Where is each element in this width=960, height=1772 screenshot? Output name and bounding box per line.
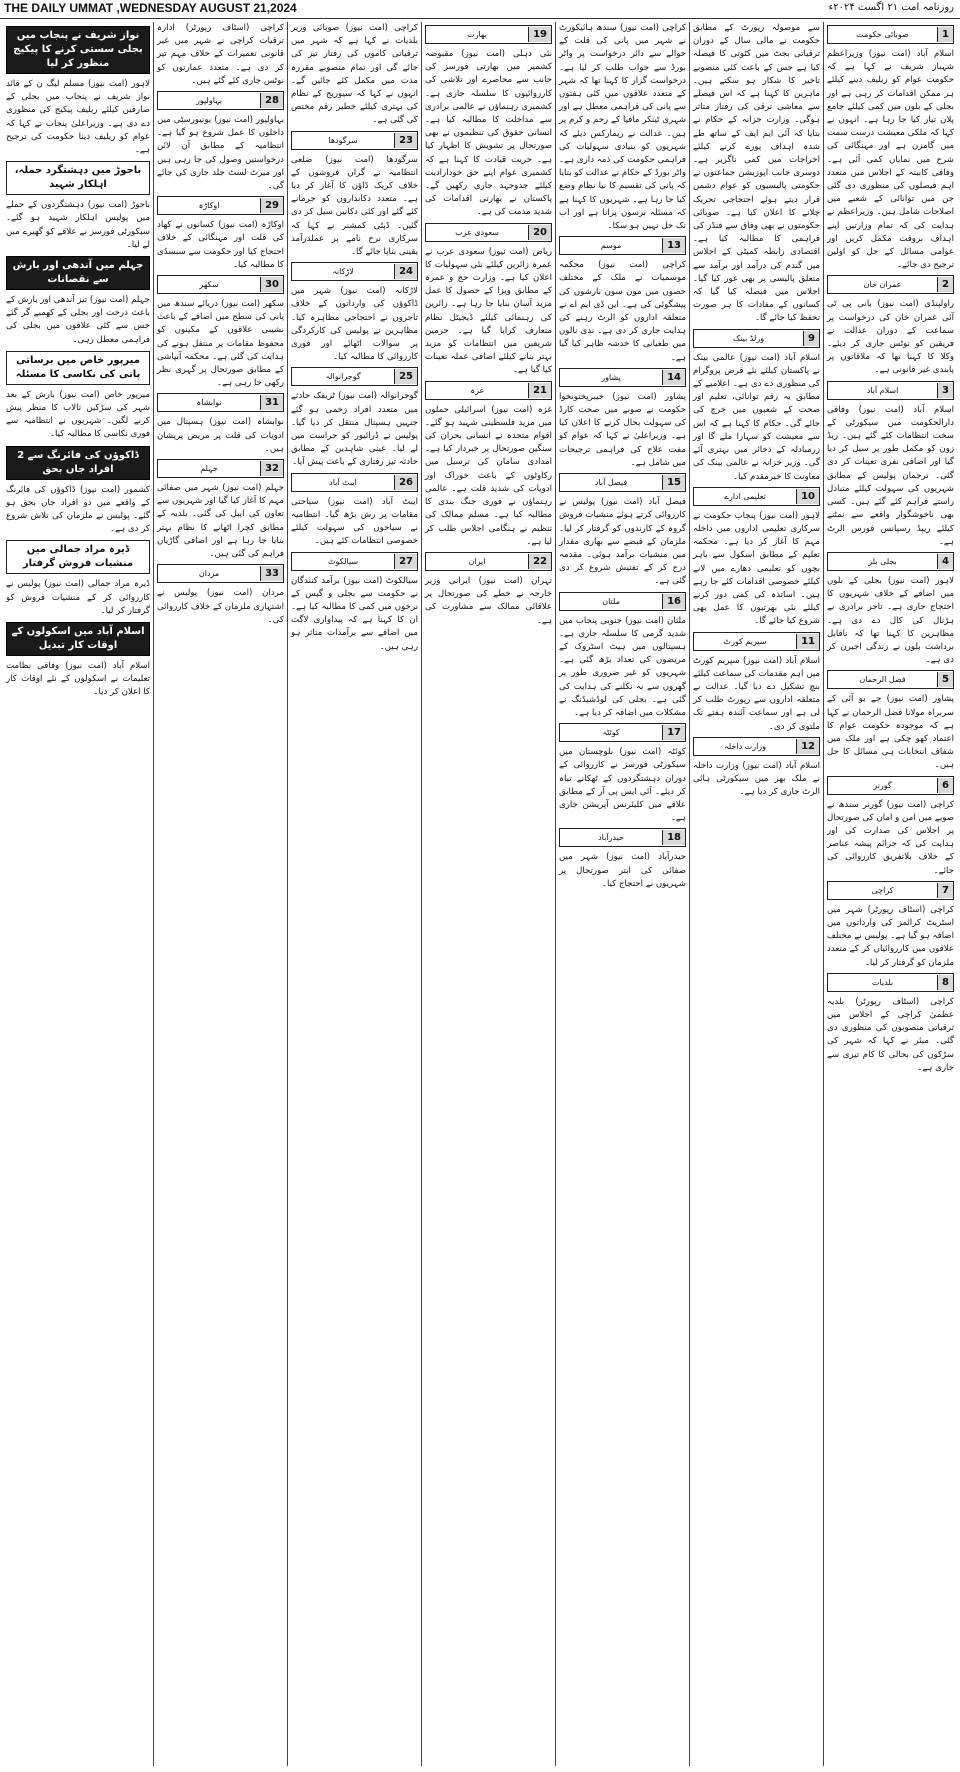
story-number: 21 xyxy=(528,383,551,398)
story-text: اسلام آباد (امت نیوز) سپریم کورٹ میں اہم مقدمات کی سماعت کیلئے بنچ تشکیل دے دیا گیا۔ عدالت نے متعلقہ اداروں سے رپورٹ طلب کر لی ہے اور سماعت آئندہ ہفتے تک ملتوی کر دی۔ xyxy=(693,655,820,732)
story-banner xyxy=(827,973,954,992)
story-text: راولپنڈی (امت نیوز) بانی پی ٹی آئی عمران خان کی درخواست پر سماعت کے دوران عدالت نے فریقین کو نوٹس جاری کر دیئے۔ وکلا کا کہنا تھا کہ ملاقاتوں پر پابندی غیر قانونی ہے۔ xyxy=(827,299,954,376)
story-text: کراچی (امت نیوز) گورنر سندھ نے صوبے میں امن و امان کی صورتحال پر اجلاس کی صدارت کی اور ہدایت کی کہ جرائم پیشہ عناصر کے خلاف بلاتفریق کارروائی کی جائے۔ xyxy=(827,799,954,876)
story-number: 28 xyxy=(260,93,283,108)
story-text: پشاور (امت نیوز) خیبرپختونخوا حکومت نے صوبے میں صحت کارڈ کی سہولت بحال کرنے کا اعلان کیا ہے۔ وزیراعلیٰ نے کہا کہ عوام کو مفت علاج کی فراہمی ترجیحات میں شامل ہے۔ xyxy=(559,391,686,468)
story-text: ڈیرہ مراد جمالی (امت نیوز) پولیس نے کارروائی کر کے منشیات فروش کو گرفتار کر لیا۔ xyxy=(6,579,150,616)
story-banner xyxy=(559,723,686,742)
story-number: 3 xyxy=(937,383,953,398)
news-column-7 xyxy=(3,22,153,1766)
story-text: اوکاڑہ (امت نیوز) کسانوں نے کھاد کی قلت اور مہنگائی کے خلاف احتجاج کیا اور حکومت سے سبسڈی کا مطالبہ کیا۔ xyxy=(157,220,284,270)
story-headline: سکھر xyxy=(199,280,219,290)
story-text: کراچی (امت نیوز) صوبائی وزیر بلدیات نے کہا ہے کہ شہر میں ترقیاتی کاموں کی رفتار تیز کی جائے گی اور تمام منصوبے مقررہ مدت میں مکمل کئے جائیں گے۔ انہوں نے کہا کہ سیوریج کے نظام کی بہتری کیلئے خطیر رقم مختص کی گئی ہے۔ xyxy=(291,23,418,126)
story-banner xyxy=(827,25,954,44)
story-banner xyxy=(425,25,552,44)
story-headline: بہاولپور xyxy=(196,96,223,106)
story-number: 22 xyxy=(528,554,551,569)
story-headline: مردان xyxy=(198,569,220,579)
story-banner xyxy=(157,459,284,478)
story-banner xyxy=(693,487,820,506)
story-headline: سرگودھا xyxy=(328,135,358,145)
story-headline: سیالکوٹ xyxy=(328,556,359,566)
story-headline: موسم xyxy=(600,241,622,251)
story-headline: ورلڈ بینک xyxy=(732,333,765,343)
story-text: اسلام آباد (امت نیوز) وفاقی نظامت تعلیمات نے اسکولوں کے نئے اوقات کار کا اعلان کر دیا۔ xyxy=(6,661,150,698)
story-headline: گوجرانوالہ xyxy=(325,372,361,382)
story-headline: صوبائی حکومت xyxy=(856,30,909,39)
story-banner xyxy=(291,473,418,492)
story-number: 26 xyxy=(394,475,417,490)
story-number: 25 xyxy=(394,369,417,384)
story-headline: جہلم xyxy=(200,464,218,474)
story-banner xyxy=(291,367,418,386)
story-number: 18 xyxy=(662,830,685,845)
story-text: پشاور (امت نیوز) جے یو آئی کے سربراہ مولانا فضل الرحمان نے کہا ہے کہ موجودہ حکومت عوام کا اعتماد کھو چکی ہے اور ملک میں شفاف انتخابات ہی مسائل کا حل ہیں۔ xyxy=(827,694,954,771)
story-text: اسلام آباد (امت نیوز) وزارت داخلہ نے ملک بھر میں سیکورٹی ہائی الرٹ جاری کر دیا ہے۔ xyxy=(693,760,820,798)
story-number: 20 xyxy=(528,225,551,240)
story-text: کوئٹہ (امت نیوز) بلوچستان میں سیکورٹی فورسز نے کارروائی کے دوران دہشتگردوں کے ٹھکانے تباہ کر دیئے۔ آئی ایس پی آر کے مطابق علاقے میں کلیئرنس آپریشن جاری ہے۔ xyxy=(559,747,686,824)
story-number: 19 xyxy=(528,27,551,42)
story-text: کشمور (امت نیوز) ڈاکوؤں کی فائرنگ کے واقعے میں دو افراد جاں بحق ہو گئے۔ پولیس نے ملزمان کی تلاش شروع کر دی ہے۔ xyxy=(6,484,150,535)
story-number: 9 xyxy=(803,331,819,346)
story-text: باجوڑ (امت نیوز) دہشتگردوں کے حملے میں پولیس اہلکار شہید ہو گئے۔ سیکورٹی فورسز نے علاقے کو گھیرے میں لے لیا۔ xyxy=(6,200,150,250)
story-text: تہران (امت نیوز) ایرانی وزیر خارجہ نے خطے کی صورتحال پر علاقائی ممالک سے مشاورت کی ہے۔ xyxy=(425,575,552,626)
story-headline: ایران xyxy=(468,556,486,566)
story-number: 32 xyxy=(260,461,283,476)
boxed-headline: اسلام آباد میں اسکولوں کے اوقات کار تبدیل xyxy=(6,622,150,656)
story-headline: وزارت داخلہ xyxy=(724,741,767,751)
story-text: لاڑکانہ (امت نیوز) شہر میں ڈاکوؤں کی وارداتوں کے خلاف تاجروں نے احتجاجی مظاہرہ کیا۔ مظاہرین نے پولیس کی کارکردگی پر سوالات اٹھائے اور فوری کارروائی کا مطالبہ کیا۔ xyxy=(291,286,418,363)
story-banner xyxy=(559,592,686,611)
story-banner xyxy=(827,381,954,400)
story-number: 29 xyxy=(260,198,283,213)
story-headline: ملتان xyxy=(602,596,620,606)
story-number: 5 xyxy=(937,672,953,687)
story-headline: غزہ xyxy=(470,385,484,395)
story-number: 24 xyxy=(394,264,417,279)
story-banner xyxy=(827,552,954,571)
story-text: اسلام آباد (امت نیوز) عالمی بینک نے پاکستان کیلئے نئے قرض پروگرام کی منظوری دے دی ہے۔ اعلامیے کے مطابق یہ رقم توانائی، تعلیم اور صحت کے شعبوں میں خرچ کی جائے گی۔ حکام کا کہنا ہے کہ اس سے معیشت کو سہارا ملے گا اور زرمبادلہ کے ذخائر میں بہتری آئے گی۔ وزیر خزانہ نے عالمی بینک کی معاونت کا خیرمقدم کیا۔ xyxy=(693,352,820,482)
story-banner xyxy=(157,393,284,412)
story-banner xyxy=(157,91,284,110)
story-banner xyxy=(559,473,686,492)
story-text: لاہور (امت نیوز) مسلم لیگ ن کے قائد نواز شریف نے پنجاب میں بجلی کے صارفین کیلئے ریلیف پیکیج کی منظوری دے دی ہے۔ وزیراعلیٰ پنجاب نے کہا کہ عوام کو ریلیف دینا حکومت کی ترجیح ہے۔ xyxy=(6,79,150,156)
boxed-headline: ڈاکوؤں کی فائرنگ سے 2 افراد جاں بحق xyxy=(6,446,150,480)
story-text: اسلام آباد (امت نیوز) وزیراعظم شہباز شریف نے کہا ہے کہ حکومت عوام کو ریلیف دینے کیلئے ہر ممکن اقدامات کر رہی ہے اور بجلی کے بلوں میں کمی کیلئے جامع پلان تیار کیا جا رہا ہے۔ انہوں نے کہا کہ ملکی معیشت درست سمت میں گامزن ہے اور مہنگائی کی شرح میں نمایاں کمی آئی ہے۔ وفاقی کابینہ کے اجلاس میں متعدد اہم فیصلوں کی منظوری دی گئی جن میں توانائی کے شعبے میں اصلاحات شامل ہیں۔ وزیراعظم نے ہدایت کی کہ تمام وزارتیں اپنے اہداف بروقت مکمل کریں اور عوامی مسائل کے حل کو اولین ترجیح دی جائے۔ xyxy=(827,49,954,271)
masthead-urdu-date: روزنامہ امت ۲۱ اگست ۲۰۲۴ء xyxy=(828,2,954,13)
story-number: 30 xyxy=(260,277,283,292)
story-banner xyxy=(693,737,820,756)
story-text: حیدرآباد (امت نیوز) شہر میں صفائی کی ابتر صورتحال پر شہریوں نے احتجاج کیا۔ xyxy=(559,852,686,889)
story-banner xyxy=(425,223,552,242)
story-text: لاہور (امت نیوز) بجلی کے بلوں میں اضافے کے خلاف شہریوں کا احتجاج جاری ہے۔ تاجر برادری نے ہڑتال کی کال دے دی ہے۔ مظاہرین کا کہنا تھا کہ ناقابل برداشت بلوں نے زندگی اجیرن کر دی ہے۔ xyxy=(827,575,954,666)
story-banner xyxy=(291,552,418,571)
story-number: 14 xyxy=(662,370,685,385)
story-text: نئی دہلی (امت نیوز) مقبوضہ کشمیر میں بھارتی فورسز کی جانب سے محاصرے اور تلاشی کی کارروائیوں کا سلسلہ جاری ہے۔ کشمیری رہنماؤں نے عالمی برادری سے مداخلت کا مطالبہ کیا ہے۔ انسانی حقوق کی تنظیموں نے بھی صورتحال پر تشویش کا اظہار کیا ہے۔ حریت قیادت کا کہنا ہے کہ کشمیری عوام اپنے حق خودارادیت کیلئے جدوجہد جاری رکھیں گے۔ پاکستان نے بھارتی اقدامات کی شدید مذمت کی ہے۔ xyxy=(425,49,552,218)
news-column-3 xyxy=(555,22,689,1766)
story-headline: ایبٹ آباد xyxy=(329,477,357,487)
story-number: 16 xyxy=(662,594,685,609)
story-number: 15 xyxy=(662,475,685,490)
story-headline: نوابشاہ xyxy=(196,398,222,408)
story-headline: حیدرآباد xyxy=(598,833,624,843)
story-headline: بلدیات xyxy=(871,977,894,987)
story-number: 10 xyxy=(796,489,819,504)
story-text: بہاولپور (امت نیوز) یونیورسٹی میں داخلوں کا عمل شروع ہو گیا ہے۔ انتظامیہ کے مطابق آن لائن درخواستیں وصول کی جا رہی ہیں اور میرٹ لسٹ جلد جاری کی جائے گی۔ xyxy=(157,115,284,192)
story-number: 7 xyxy=(937,883,953,898)
story-text: فیصل آباد (امت نیوز) پولیس نے کارروائی کرتے ہوئے منشیات فروش گروہ کے کارندوں کو گرفتار کر لیا۔ ملزمان کے قبضے سے بھاری مقدار میں منشیات برآمد ہوئی۔ مقدمہ درج کر کے تفتیش شروع کر دی گئی ہے۔ xyxy=(559,497,686,587)
story-text: سرگودھا (امت نیوز) ضلعی انتظامیہ نے گراں فروشوں کے خلاف کریک ڈاؤن کا آغاز کر دیا ہے۔ متعدد دکانداروں کو جرمانے کئے گئے اور کئی دکانیں سیل کر دی گئیں۔ ڈپٹی کمشنر نے کہا کہ سرکاری نرخ نامے پر عملدرآمد یقینی بنایا جائے گا۔ xyxy=(291,154,418,258)
story-text: ملتان (امت نیوز) جنوبی پنجاب میں شدید گرمی کا سلسلہ جاری ہے۔ ہسپتالوں میں ہیٹ اسٹروک کے مریضوں کی تعداد بڑھ گئی ہے۔ شہریوں کو غیر ضروری طور پر گھروں سے نہ نکلنے کی ہدایت کی گئی ہے۔ بجلی کی لوڈشیڈنگ نے مشکلات میں اضافہ کر دیا ہے۔ xyxy=(559,615,686,718)
story-banner xyxy=(827,776,954,795)
story-text: کراچی (اسٹاف رپورٹر) ادارہ ترقیات کراچی نے شہر میں غیر قانونی تعمیرات کے خلاف مہم تیز کر دی ہے۔ متعدد عمارتوں کو نوٹس جاری کئے گئے ہیں۔ xyxy=(157,23,284,86)
story-text: لاہور (امت نیوز) پنجاب حکومت نے سرکاری تعلیمی اداروں میں داخلہ مہم کا آغاز کر دیا ہے۔ محکمہ تعلیم کے مطابق اسکول سے باہر بچوں کو تعلیمی دھارے میں لانے کیلئے خصوصی اقدامات کئے جا رہے ہیں۔ اساتذہ کی کمی دور کرنے کیلئے نئی بھرتیوں کا عمل بھی شروع کیا جائے گا۔ xyxy=(693,510,820,627)
story-banner xyxy=(425,381,552,400)
story-banner xyxy=(425,552,552,571)
story-headline: عمران خان xyxy=(863,280,902,290)
story-headline: کوئٹہ xyxy=(602,728,620,738)
story-headline: بھارت xyxy=(467,30,487,39)
story-banner xyxy=(827,670,954,689)
news-column-6 xyxy=(153,22,287,1766)
story-number: 13 xyxy=(662,238,685,253)
story-banner xyxy=(291,262,418,281)
story-text: نوابشاہ (امت نیوز) ہسپتال میں ادویات کی قلت پر مریض پریشان ہیں۔ xyxy=(157,417,284,454)
story-text: غزہ (امت نیوز) اسرائیلی حملوں میں مزید فلسطینی شہید ہو گئے۔ اقوام متحدہ نے انسانی بحران کی سنگین صورتحال پر خبردار کیا ہے۔ امدادی سامان کی ترسیل میں رکاوٹوں کے باعث خوراک اور ادویات کی شدید قلت ہے۔ عالمی رہنماؤں نے فوری جنگ بندی کا مطالبہ کیا ہے۔ مسلم ممالک کی تنظیم نے ہنگامی اجلاس طلب کر لیا ہے۔ xyxy=(425,404,552,547)
story-number: 27 xyxy=(394,554,417,569)
story-headline: اسلام آباد xyxy=(866,385,899,395)
story-headline: سعودی عرب xyxy=(455,227,499,237)
story-text: اسلام آباد (امت نیوز) وفاقی دارالحکومت میں سیکورٹی کے سخت انتظامات کئے گئے ہیں۔ ریڈ زون کو مکمل طور پر سیل کر دیا گیا اور اضافی نفری تعینات کر دی گئی۔ ترجمان پولیس کے مطابق شہریوں کی سہولت کیلئے متبادل راستے فراہم کئے گئے ہیں۔ کسی بھی ناخوشگوار واقعے سے نمٹنے کیلئے ریپڈ رسپانس فورس الرٹ ہے۔ xyxy=(827,404,954,547)
story-headline: بجلی بلز xyxy=(868,556,897,566)
story-banner xyxy=(559,236,686,255)
story-banner xyxy=(157,196,284,215)
news-column-5 xyxy=(287,22,421,1766)
story-text: ریاض (امت نیوز) سعودی عرب نے عمرہ زائرین کیلئے نئی سہولیات کا اعلان کیا ہے۔ وزارت حج و عمرہ کے مطابق ویزا کے حصول کا عمل مزید آسان بنایا جا رہا ہے۔ زائرین کی رہنمائی کیلئے ڈیجیٹل نظام متعارف کرایا گیا ہے۔ حرمین شریفین میں انتظامات کو مزید بہتر بنانے کیلئے اضافی عملہ تعینات کیا گیا ہے۔ xyxy=(425,246,552,376)
story-text: کراچی (اسٹاف رپورٹر) بلدیہ عظمیٰ کراچی کے اجلاس میں ترقیاتی منصوبوں کی منظوری دی گئی۔ میئر نے کہا کہ شہر کی سڑکوں کی بحالی کا کام تیزی سے جاری ہے۔ xyxy=(827,996,954,1073)
news-column-2 xyxy=(689,22,823,1766)
story-headline: تعلیمی ادارے xyxy=(724,491,766,501)
story-number: 8 xyxy=(937,975,953,990)
story-headline: لاڑکانہ xyxy=(332,267,354,277)
news-column-4 xyxy=(421,22,555,1766)
story-number: 4 xyxy=(937,554,953,569)
boxed-headline: میرپور خاص میں برساتی پانی کی نکاسی کا مسئلہ xyxy=(6,351,150,385)
story-text: ایبٹ آباد (امت نیوز) سیاحتی مقامات پر رش بڑھ گیا۔ انتظامیہ نے سیاحوں کی سہولت کیلئے خصوصی انتظامات کئے ہیں۔ xyxy=(291,496,418,547)
masthead xyxy=(0,0,960,19)
story-text: میرپور خاص (امت نیوز) بارش کے بعد شہر کی سڑکیں تالاب کا منظر پیش کرنے لگیں۔ شہریوں نے انتظامیہ سے فوری نکاسی کا مطالبہ کیا۔ xyxy=(6,389,150,440)
boxed-headline: ڈیرہ مراد جمالی میں منشیات فروش گرفتار xyxy=(6,540,150,574)
story-text: کراچی (اسٹاف رپورٹر) شہر میں اسٹریٹ کرائمز کی وارداتوں میں اضافہ ہو گیا ہے۔ پولیس نے مختلف علاقوں میں کارروائیاں کر کے متعدد ملزمان کو گرفتار کر لیا۔ xyxy=(827,904,954,968)
story-number: 33 xyxy=(260,566,283,581)
story-text: سیالکوٹ (امت نیوز) برآمد کنندگان نے حکومت سے بجلی و گیس کے نرخوں میں کمی کا مطالبہ کیا ہے۔ ان کا کہنا ہے کہ پیداواری لاگت میں اضافے سے برآمدات متاثر ہو رہی ہیں۔ xyxy=(291,575,418,652)
story-banner xyxy=(827,881,954,900)
story-banner xyxy=(157,564,284,583)
story-text: جہلم (امت نیوز) شہر میں صفائی مہم کا آغاز کیا گیا اور شہریوں سے تعاون کی اپیل کی گئی۔ بلدیہ کے مطابق کچرا اٹھانے کا نظام بہتر بنایا جا رہا ہے اور اضافی گاڑیاں فراہم کی گئی ہیں۔ xyxy=(157,483,284,560)
story-headline: سپریم کورٹ xyxy=(723,636,767,646)
boxed-headline: نواز شریف نے پنجاب میں بجلی سستی کرنے کا پیکیج منظور کر لیا xyxy=(6,26,150,74)
story-headline: اوکاڑہ xyxy=(198,201,220,211)
news-column-1 xyxy=(823,22,957,1766)
story-headline: فیصل آباد xyxy=(594,478,628,488)
story-banner xyxy=(157,275,284,294)
story-text: کراچی (امت نیوز) محکمہ موسمیات نے ملک کے مختلف حصوں میں مون سون بارشوں کی پیشگوئی کی ہے۔ این ڈی ایم اے نے متعلقہ اداروں کو الرٹ رہنے کی ہدایت جاری کر دی ہے۔ ندی نالوں میں طغیانی کا خدشہ ظاہر کیا گیا ہے۔ xyxy=(559,260,686,363)
story-text: گوجرانوالہ (امت نیوز) ٹریفک حادثے میں متعدد افراد زخمی ہو گئے جنہیں ہسپتال منتقل کر دیا گیا۔ پولیس نے ڈرائیور کو حراست میں لے لیا۔ عینی شاہدین کے مطابق حادثہ تیز رفتاری کے باعث پیش آیا۔ xyxy=(291,391,418,468)
story-number: 11 xyxy=(796,634,819,649)
story-number: 6 xyxy=(937,778,953,793)
story-number: 2 xyxy=(937,277,953,292)
story-banner xyxy=(559,828,686,847)
story-number: 17 xyxy=(662,725,685,740)
story-number: 1 xyxy=(937,27,953,42)
story-text: مردان (امت نیوز) پولیس نے اشتہاری ملزمان کے خلاف کارروائی کی۔ xyxy=(157,588,284,625)
story-number: 23 xyxy=(394,133,417,148)
story-banner xyxy=(291,131,418,150)
boxed-headline: باجوڑ میں دہشتگرد حملہ، اہلکار شہید xyxy=(6,161,150,195)
story-text: کراچی (امت نیوز) سندھ ہائیکورٹ نے شہر میں پانی کی قلت کے حوالے سے دائر درخواست پر واٹر بورڈ سے جواب طلب کر لیا ہے۔ درخواست گزار کا کہنا تھا کہ شہر کے متعدد علاقوں میں کئی ہفتوں سے پانی کی فراہمی معطل ہے اور شہری ٹینکر مافیا کے رحم و کرم پر ہیں۔ عدالت نے ریمارکس دیئے کہ شہریوں کو بنیادی سہولیات کی فراہمی حکومت کی ذمہ داری ہے۔ واٹر بورڈ کے حکام نے عدالت کو بتایا کہ پانی کی تقسیم کا نیا نظام وضع کیا جا رہا ہے۔ شہریوں کا کہنا ہے کہ مسئلہ برسوں پرانا ہے اور اب تک حل نہیں ہو سکا۔ xyxy=(559,23,686,232)
story-text: جہلم (امت نیوز) تیز آندھی اور بارش کے باعث درخت اور بجلی کے کھمبے گر گئے جس سے کئی علاقوں میں بجلی کی فراہمی معطل رہی۔ xyxy=(6,295,150,345)
boxed-headline: جہلم میں آندھی اور بارش سے نقصانات xyxy=(6,256,150,290)
story-text: سکھر (امت نیوز) دریائے سندھ میں پانی کی سطح میں اضافے کے باعث نشیبی علاقوں کے مکینوں کو محفوظ مقامات پر منتقل ہونے کی ہدایت کی گئی ہے۔ محکمہ آبپاشی کے مطابق صورتحال پر گہری نظر رکھی جا رہی ہے۔ xyxy=(157,299,284,389)
story-banner xyxy=(827,275,954,294)
story-headline: فضل الرحمان xyxy=(859,675,906,685)
story-headline: کراچی xyxy=(871,885,894,895)
story-banner xyxy=(559,368,686,387)
story-text: سے موصولہ رپورٹ کے مطابق حکومت نے مالی سال کے دوران ترقیاتی بجٹ میں کٹوتی کا فیصلہ کیا ہے جس کے باعث کئی منصوبے تاخیر کا شکار ہو سکتے ہیں۔ ماہرین کا کہنا ہے کہ اس فیصلے سے معاشی ترقی کی رفتار متاثر ہوگی۔ وزارت خزانہ کے حکام نے بتایا کہ آئی ایم ایف کے ساتھ طے شدہ اہداف پورے کرنے کیلئے اخراجات میں کمی ناگزیر ہے۔ دوسری جانب اپوزیشن جماعتوں نے حکومتی پالیسیوں کو عوام دشمن قرار دیتے ہوئے احتجاجی تحریک چلانے کا اعلان کیا ہے۔ صوبائی حکومتوں نے بھی وفاق سے فنڈز کی فراہمی کا مطالبہ کیا ہے۔ اقتصادی رابطہ کمیٹی کے اجلاس میں گندم کی درآمد اور برآمد سے متعلق پالیسی پر بھی غور کیا گیا۔ اجلاس میں فیصلہ کیا گیا کہ کسانوں کے مفادات کا ہر صورت تحفظ کیا جائے گا۔ xyxy=(693,23,820,324)
masthead-english-title: THE DAILY UMMAT ,WEDNESDAY AUGUST 21,2024 xyxy=(4,1,297,15)
story-number: 31 xyxy=(260,395,283,410)
story-headline: پشاور xyxy=(601,372,621,382)
story-headline: گورنر xyxy=(873,780,892,790)
story-banner xyxy=(693,329,820,348)
story-banner xyxy=(693,632,820,651)
story-number: 12 xyxy=(796,739,819,754)
